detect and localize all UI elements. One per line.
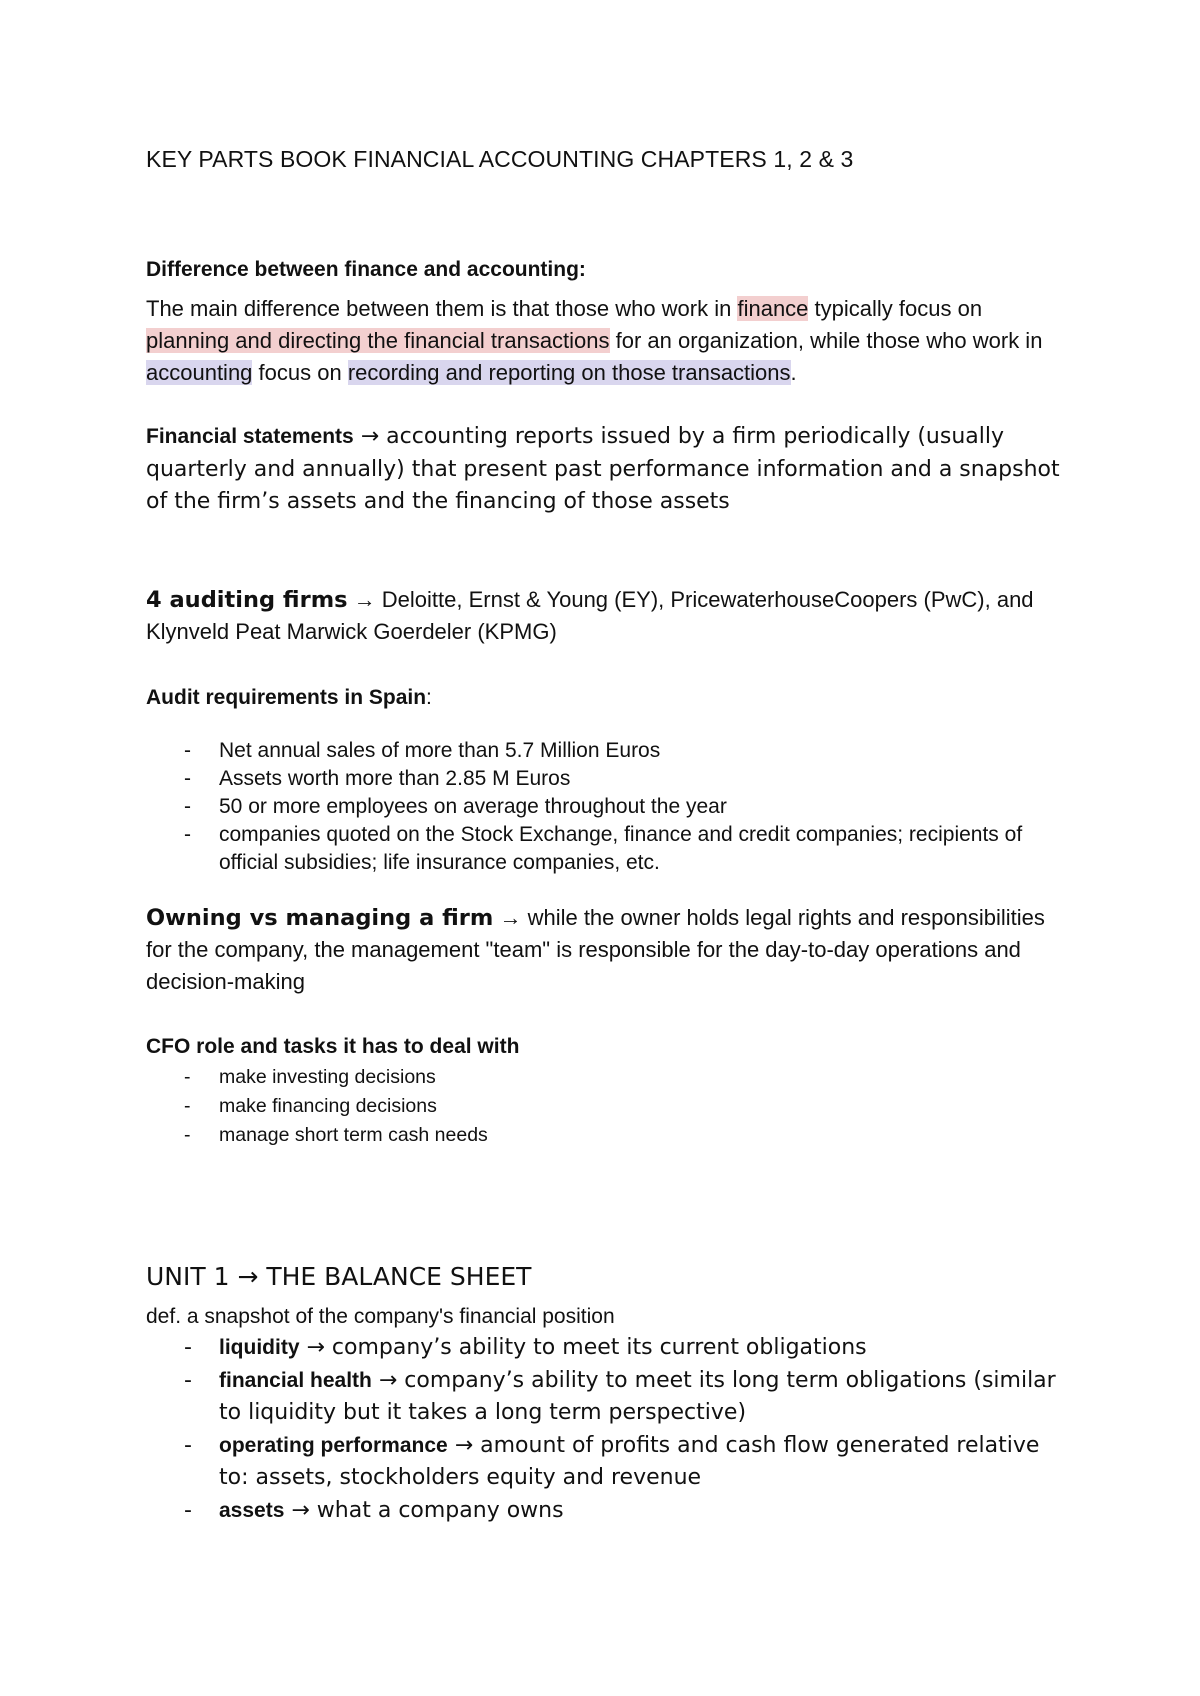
diff-text-1: The main difference between them is that those who work in (146, 296, 738, 321)
auditing-firms-text: Deloitte, Ernst & Young (EY), PricewaterhouseCoopers (PwC), and Klynveld Peat Marwick Goerdeler (KPMG) (146, 587, 1034, 644)
cfo-section (146, 1032, 1066, 1150)
list-item (146, 1495, 1066, 1528)
highlight-planning: planning and directing the financial transactions (146, 328, 610, 353)
diff-text-4: focus on (252, 360, 348, 385)
unit1-item-text: → amount of profits and cash flow generated relative to: assets, stockholders equity and revenue (219, 1432, 1040, 1490)
list-item (146, 1332, 1066, 1365)
audit-requirements-section (146, 683, 1066, 877)
auditing-firms-paragraph (146, 584, 1066, 648)
diff-section (146, 255, 1066, 389)
fs-arrow: → (353, 424, 387, 449)
list-item: - 50 or more employees on average throughout the year (146, 793, 1046, 821)
list-item: - Net annual sales of more than 5.7 Million Euros (146, 737, 1046, 765)
unit1-section (146, 1262, 1066, 1527)
highlight-accounting: accounting (146, 360, 253, 385)
audit-requirements-label: Audit requirements in Spain (146, 686, 427, 709)
unit1-definition: def. a snapshot of the company's financial position (146, 1305, 615, 1328)
diff-paragraph (146, 293, 1046, 389)
unit1-heading: UNIT 1 → THE BALANCE SHEET (146, 1262, 532, 1291)
list-item: - companies quoted on the Stock Exchange, finance and credit companies; recipients of official subsidies; life insurance companies, etc. (146, 821, 1046, 877)
financial-statements-paragraph (146, 421, 1066, 519)
highlight-recording: recording and reporting on those transactions (347, 360, 791, 385)
highlight-finance: finance (737, 296, 809, 321)
owning-managing-label: Owning vs managing a firm (146, 905, 494, 931)
owning-managing-paragraph (146, 902, 1066, 998)
unit1-item-label: liquidity (219, 1336, 300, 1359)
audit-requirements-heading (146, 683, 1066, 713)
cfo-heading: CFO role and tasks it has to deal with (146, 1035, 520, 1058)
list-item: - make financing decisions (146, 1092, 1066, 1121)
list-item (146, 1430, 1066, 1495)
unit1-item-label: assets (219, 1498, 285, 1522)
list-item: - make investing decisions (146, 1063, 1066, 1092)
list-item: - manage short term cash needs (146, 1121, 1066, 1150)
financial-statements-label: Financial statements (146, 425, 354, 448)
audit-requirements-colon: : (426, 686, 432, 709)
audit-requirements-list (146, 737, 1046, 877)
list-item (146, 1365, 1066, 1430)
diff-text-3: for an organization, while those who work in (609, 328, 1043, 353)
auditing-firms-arrow: → (347, 587, 382, 612)
diff-text-2: typically focus on (808, 296, 983, 321)
diff-heading: Difference between finance and accounting: (146, 258, 586, 281)
auditing-firms-label: 4 auditing firms (146, 587, 348, 613)
unit1-item-text: → what a company owns (284, 1497, 564, 1523)
cfo-list (146, 1063, 1066, 1150)
unit1-item-text: → company’s ability to meet its long term obligations (similar to liquidity but it takes a long term perspective) (219, 1367, 1056, 1425)
owning-managing-arrow: → (493, 905, 528, 930)
owning-managing-text: while the owner holds legal rights and responsibilities for the company, the management "team" is responsible for the day-to-day operations and decision-making (146, 905, 1045, 994)
diff-text-5: . (790, 360, 797, 385)
unit1-item-label: operating performance (219, 1433, 448, 1457)
unit1-list (146, 1332, 1066, 1527)
document-title: KEY PARTS BOOK FINANCIAL ACCOUNTING CHAPTERS 1, 2 & 3 (146, 146, 854, 172)
list-item: - Assets worth more than 2.85 M Euros (146, 765, 1046, 793)
unit1-item-label: financial health (219, 1368, 372, 1392)
financial-statements-text: accounting reports issued by a firm periodically (usually quarterly and annually) that present past performance information and a snapshot of the firm’s assets and the financing of those assets (146, 424, 1060, 514)
unit1-item-text: → company’s ability to meet its current obligations (299, 1335, 867, 1360)
